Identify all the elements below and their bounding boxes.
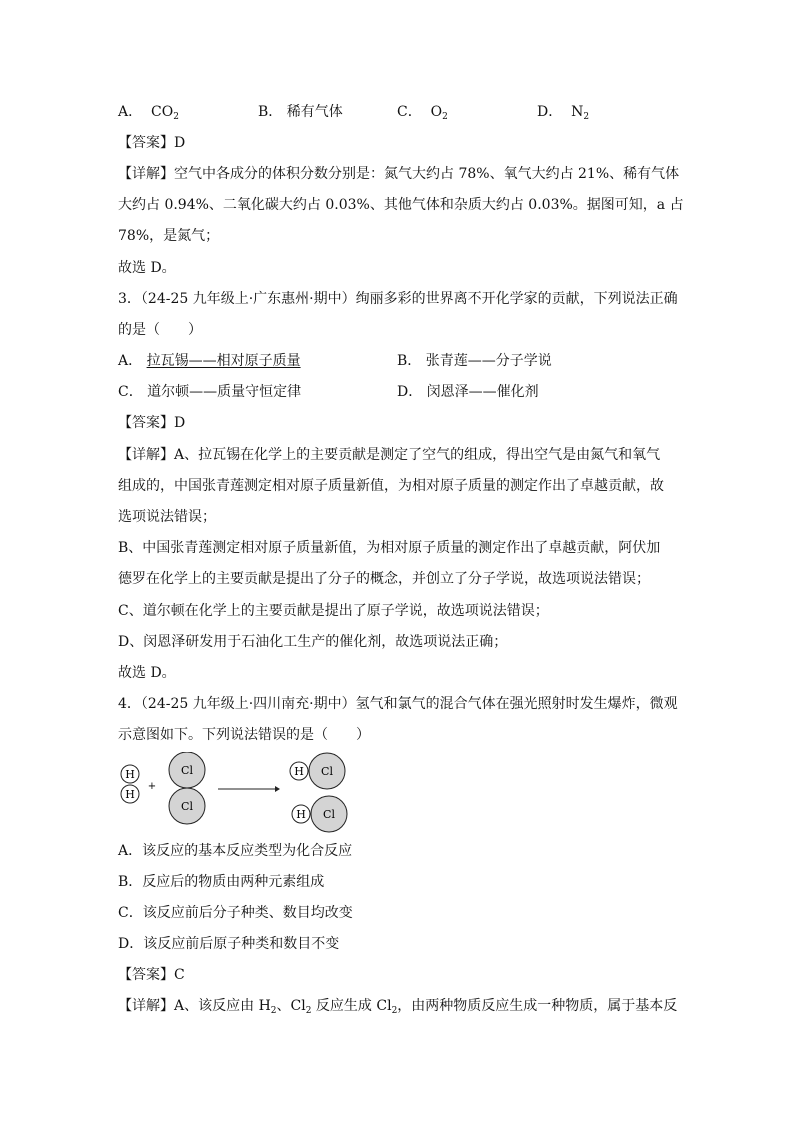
q2-option-c: C． $O_2$ [397, 104, 448, 122]
svg-text:Cl: Cl [181, 764, 193, 777]
q3-detail-line-4: B、中国张青莲测定相对原子质量新值，为相对原子质量的测定作出了卓越贡献，阿伏加 [118, 540, 661, 556]
q2-conclusion: 故选 D。 [118, 260, 176, 276]
q3-option-c: C． 道尔顿——质量守恒定律 [118, 384, 302, 400]
q3-stem-line-2: 的是（ ） [118, 322, 202, 338]
q2-option-a: A． $CO_2$ [118, 104, 179, 122]
q4-option-d: D．该反应前后原子种类和数目不变 [118, 936, 340, 952]
q2-detail-line-2: 大约占 0.94%、二氧化碳大约占 0.03%、其他气体和杂质大约占 0.03%。据图可知，a 占 [118, 197, 684, 213]
svg-text:H: H [294, 765, 304, 778]
q2-answer: 【答案】D [118, 135, 186, 151]
q3-option-d: D． 闵恩泽——催化剂 [397, 384, 539, 400]
svg-text:Cl: Cl [181, 800, 193, 813]
q4-stem-line-2: 示意图如下。下列说法错误的是（ ） [118, 727, 370, 743]
q3-detail-line-5: 德罗在化学上的主要贡献是提出了分子的概念，并创立了分子学说，故选项说法错误； [118, 571, 650, 587]
q3-detail-line-2: 组成的，中国张青莲测定相对原子质量新值，为相对原子质量的测定作出了卓越贡献，故 [118, 478, 664, 494]
q4-stem-line-1: 4．（24-25 九年级上·四川南充·期中）氢气和氯气的混合气体在强光照射时发生爆炸，微观 [118, 696, 678, 712]
q3-option-b: B． 张青莲——分子学说 [397, 353, 552, 369]
q2-option-b: B． 稀有气体 [258, 104, 343, 120]
q3-detail-line-7: D、闵恩泽研发用于石油化工生产的催化剂，故选项说法正确； [118, 634, 508, 650]
reaction-arrow [218, 786, 280, 792]
svg-text:Cl: Cl [323, 808, 335, 821]
hcl-molecule-2 [292, 796, 347, 832]
q3-detail-line-1: 【详解】A、拉瓦锡在化学上的主要贡献是测定了空气的组成，得出空气是由氮气和氧气 [118, 447, 661, 463]
q4-detail-line-1: 【详解】A、该反应由 $H_2$、$Cl_2$ 反应生成 $Cl_2$，由两种物质反应生成一种物质，属于基本反 [118, 998, 678, 1016]
q3-option-a: A． 拉瓦锡——相对原子质量 [118, 353, 301, 369]
q2-detail-line-3: 78%，是氮气； [118, 228, 220, 244]
q4-option-a: A．该反应的基本反应类型为化合反应 [118, 843, 353, 859]
svg-text:H: H [125, 768, 135, 781]
cl2-molecule [169, 752, 205, 824]
q4-answer: 【答案】C [118, 967, 185, 983]
q3-stem-line-1: 3．（24-25 九年级上·广东惠州·期中）绚丽多彩的世界离不开化学家的贡献，下列说法正确 [118, 291, 678, 307]
q4-option-c: C．该反应前后分子种类、数目均改变 [118, 905, 353, 921]
svg-text:H: H [296, 808, 306, 821]
q3-conclusion: 故选 D。 [118, 665, 176, 681]
svg-text:H: H [125, 788, 135, 801]
q2-option-d: D． $N_2$ [537, 104, 590, 122]
q3-detail-line-6: C、道尔顿在化学上的主要贡献是提出了原子学说，故选项说法错误； [118, 603, 549, 619]
q3-detail-line-3: 选项说法错误； [118, 509, 216, 525]
q2-detail-line-1: 【详解】空气中各成分的体积分数分别是：氮气大约占 78%、氧气大约占 21%、稀有气体 [118, 166, 680, 182]
h2-molecule [121, 765, 139, 803]
plus-sign: + [147, 781, 157, 792]
q3-answer: 【答案】D [118, 415, 186, 431]
hcl-molecule-1 [290, 753, 345, 789]
svg-text:Cl: Cl [321, 765, 333, 778]
reaction-diagram [112, 752, 362, 834]
q4-option-b: B．反应后的物质由两种元素组成 [118, 874, 325, 890]
